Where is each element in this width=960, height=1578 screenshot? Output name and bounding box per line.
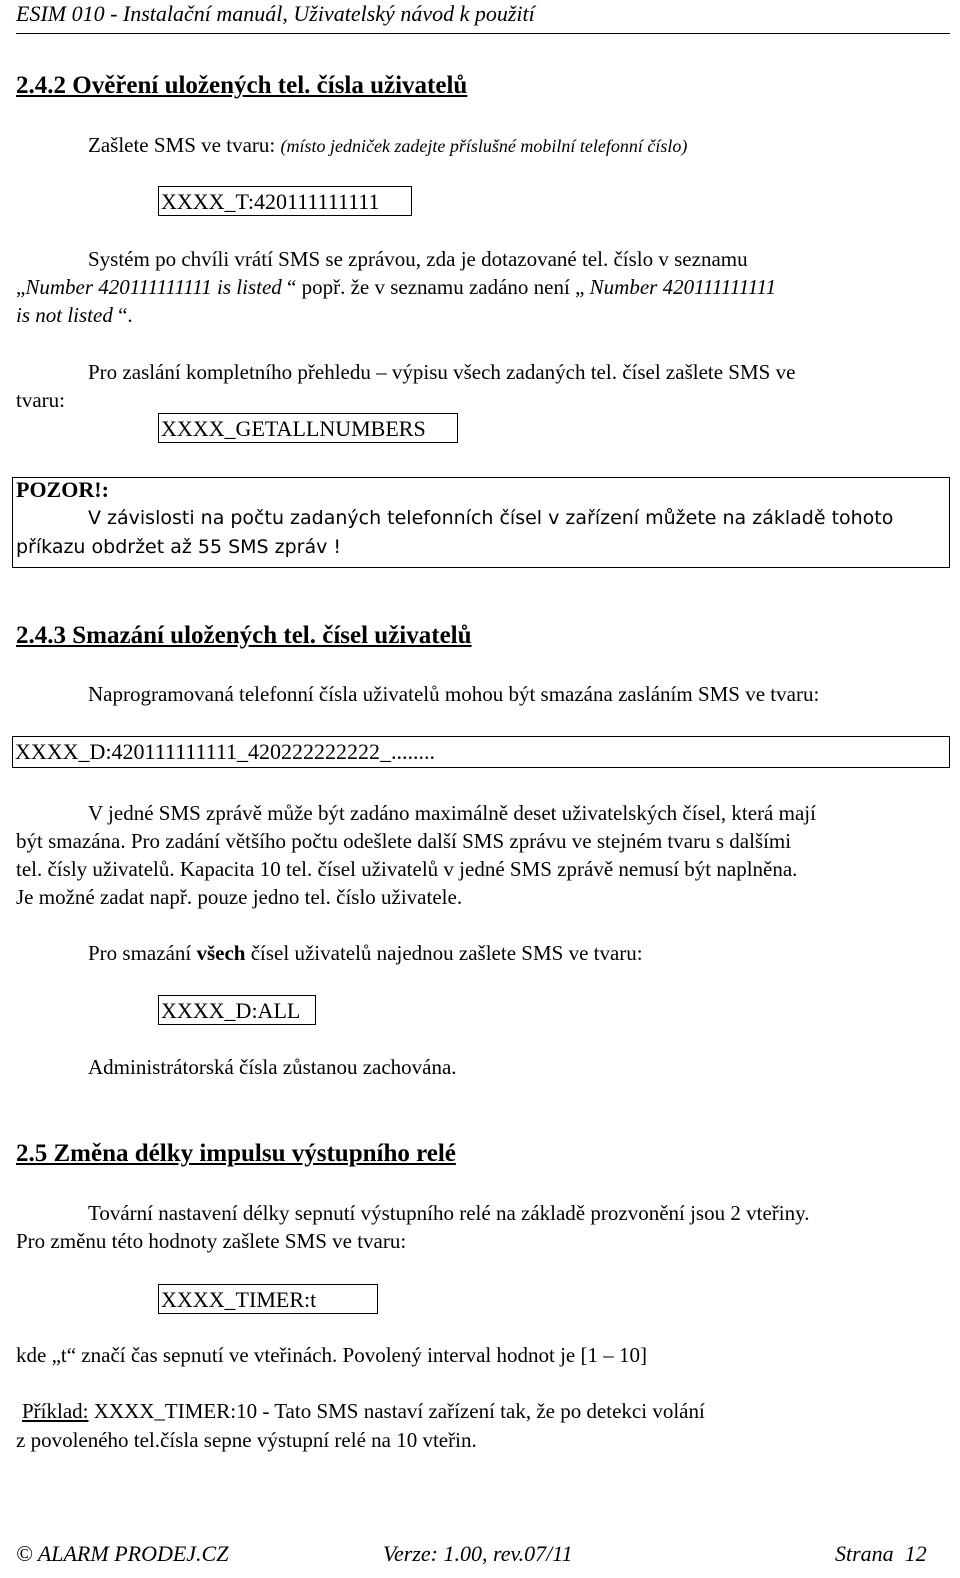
not-listed-message: Number 420111111111 xyxy=(589,275,777,299)
s243-p1-line1: V jedné SMS zprávě může být zadáno maximálně deset uživatelských čísel, která mají xyxy=(88,801,816,825)
sms-command-timer: XXXX_TIMER:t xyxy=(158,1284,378,1314)
sms-command-check-number: XXXX_T:420111111111 xyxy=(158,186,412,216)
section-2-4-2-heading: 2.4.2 Ověření uložených tel. čísla uživatelů xyxy=(16,72,468,99)
s25-p2: kde „t“ značí čas sepnutí ve vteřinách. Povolený interval hodnot je [1 – 10] xyxy=(16,1343,647,1367)
section-2-5-heading: 2.5 Změna délky impulsu výstupního relé xyxy=(16,1140,456,1167)
s243-p1-line3: tel. čísly uživatelů. Kapacita 10 tel. čísel uživatelů v jedné SMS zprávě nemusí být naplněna. xyxy=(16,857,798,881)
s25-p1-line1: Tovární nastavení délky sepnutí výstupního relé na základě prozvonění jsou 2 vteřiny. xyxy=(88,1201,810,1225)
s243-p3: Administrátorská čísla zůstanou zachována. xyxy=(88,1055,457,1079)
s25-example-line2: z povoleného tel.čísla sepne výstupní relé na 10 vteřin. xyxy=(16,1428,477,1452)
s243-p1-line2: být smazána. Pro zadání většího počtu odešlete další SMS zprávu ve stejném tvaru s dalšími xyxy=(16,829,792,853)
document-header: ESIM 010 - Instalační manuál, Uživatelský návod k použití xyxy=(16,1,535,26)
s242-p1-line1: Systém po chvíli vrátí SMS se zprávou, zda je dotazované tel. číslo v seznamu xyxy=(88,247,748,271)
s242-intro-text: Zašlete SMS ve tvaru: xyxy=(88,133,276,157)
sms-command-get-all-numbers: XXXX_GETALLNUMBERS xyxy=(158,413,458,443)
s242-p2-line1: Pro zaslání kompletního přehledu – výpisu všech zadaných tel. čísel zašlete SMS ve xyxy=(88,360,796,384)
page-number: 12 xyxy=(904,1541,927,1566)
s242-p2-line2: tvaru: xyxy=(16,388,65,412)
s242-intro-note: (místo jedniček zadejte příslušné mobilní telefonní číslo) xyxy=(280,136,688,156)
s25-p1-line2: Pro změnu této hodnoty zašlete SMS ve tvaru: xyxy=(16,1229,407,1253)
s243-intro: Naprogramovaná telefonní čísla uživatelů mohou být smazána zasláním SMS ve tvaru: xyxy=(88,682,820,706)
warning-line2: příkazu obdržet až 55 SMS zpráv ! xyxy=(16,536,342,558)
example-label: Příklad: xyxy=(22,1399,89,1423)
footer-version: Verze: 1.00, rev.07/11 xyxy=(383,1541,573,1566)
header-divider xyxy=(16,33,950,34)
sms-command-delete-all: XXXX_D:ALL xyxy=(158,995,316,1025)
s25-example-line1: Příklad: XXXX_TIMER:10 - Tato SMS nastaví zařízení tak, že po detekci volání xyxy=(22,1399,705,1423)
warning-line1: V závislosti na počtu zadaných telefonních čísel v zařízení můžete na základě tohoto xyxy=(88,507,894,529)
s242-intro xyxy=(88,131,687,160)
listed-message: Number 420111111111 is listed xyxy=(25,275,282,299)
s242-p1-line2: „Number 420111111111 is listed “ popř. že v seznamu zadáno není „ Number 420111111111 xyxy=(16,275,777,299)
section-2-4-3-heading: 2.4.3 Smazání uložených tel. čísel uživatelů xyxy=(16,622,472,649)
s242-p1-line3: is not listed “. xyxy=(16,303,133,327)
warning-label: POZOR!: xyxy=(16,477,109,502)
s243-p1-line4: Je možné zadat např. pouze jedno tel. číslo uživatele. xyxy=(16,885,463,909)
emphasis-all: všech xyxy=(196,941,246,965)
s243-p2: Pro smazání všech čísel uživatelů najednou zašlete SMS ve tvaru: xyxy=(88,941,643,965)
footer-page: Strana 12 xyxy=(835,1541,927,1566)
sms-command-delete-numbers: XXXX_D:420111111111_420222222222_........ xyxy=(12,736,950,768)
footer-copyright: © ALARM PRODEJ.CZ xyxy=(16,1541,229,1566)
